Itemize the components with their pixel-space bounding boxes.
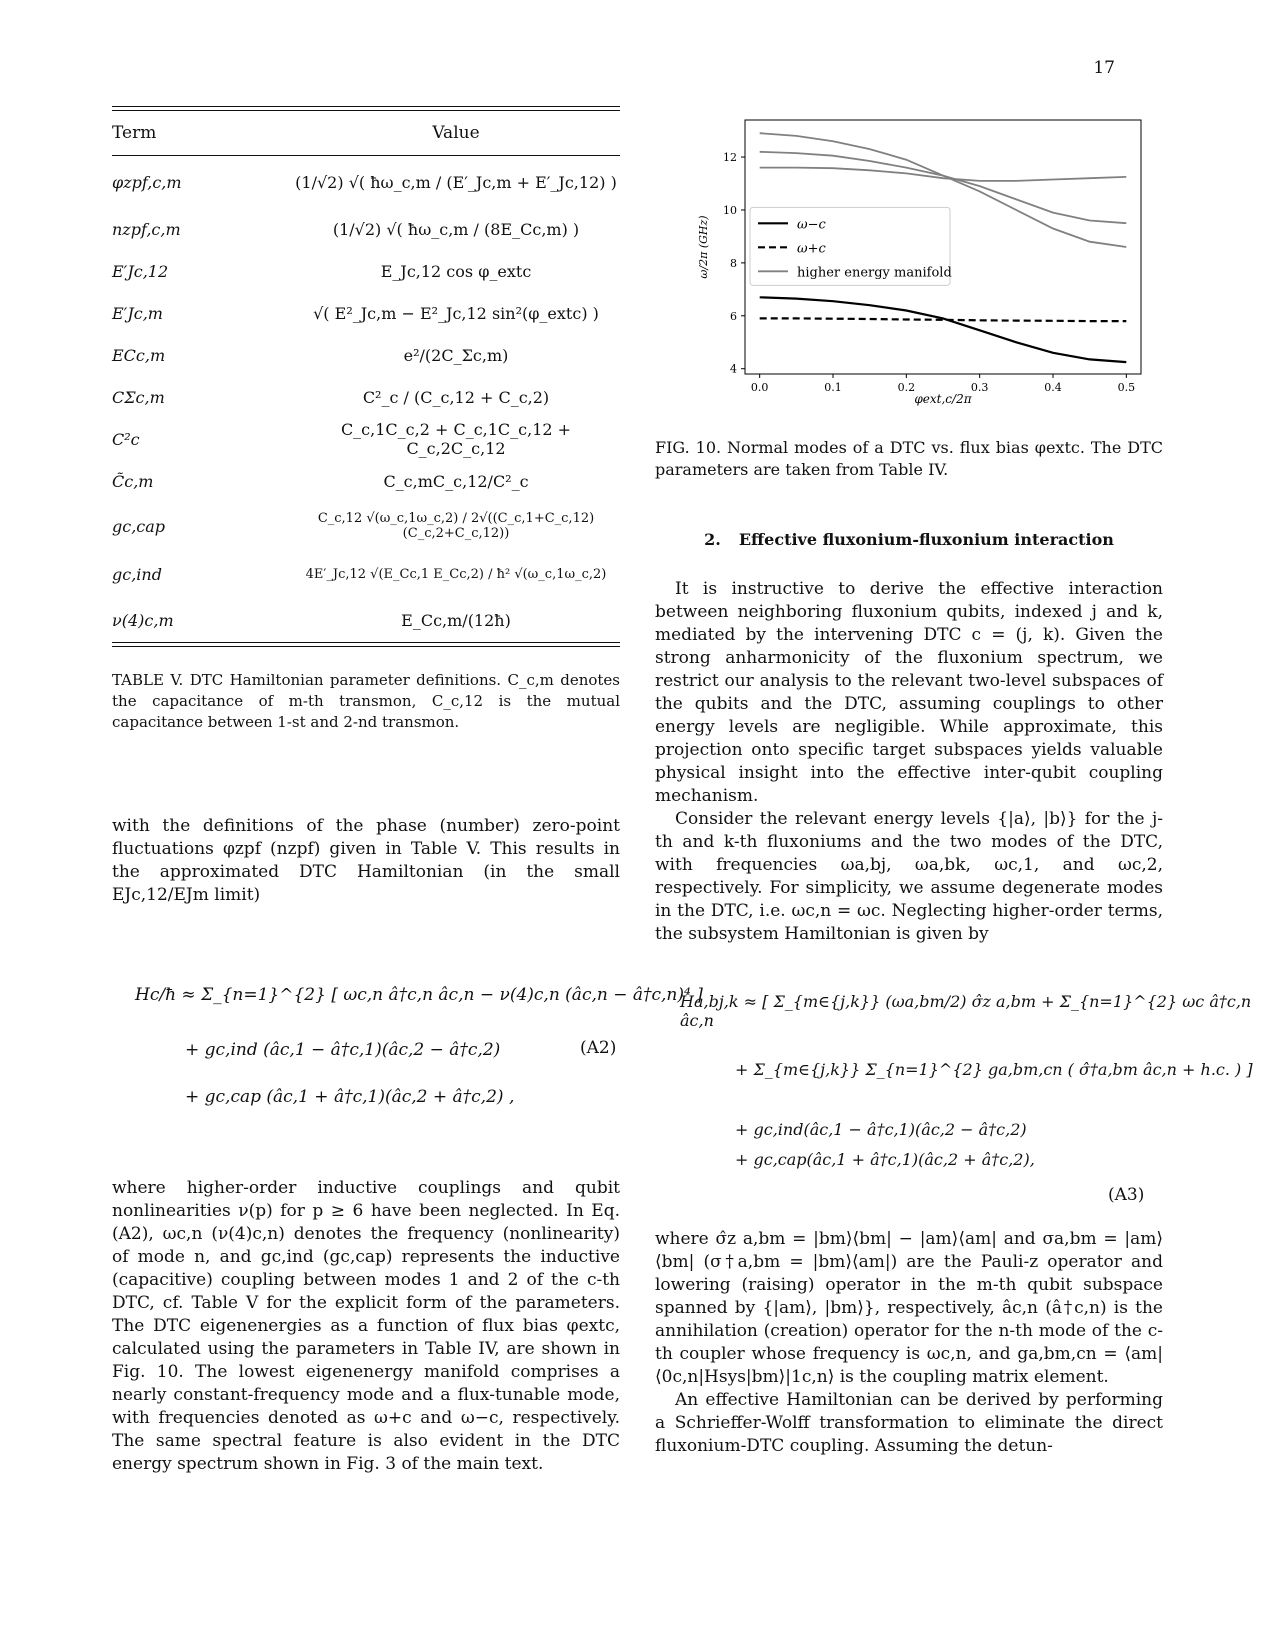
table-term: E′Jc,m [112,303,163,323]
table-caption: TABLE V. DTC Hamiltonian parameter definitions. C_c,m denotes the capacitance of m-th transmon, C_c,12 is the mutual capacitance between 1-st and 2-nd transmon. [112,671,620,731]
table-value: √( E²_Jc,m − E²_Jc,12 sin²(φ_extc) ) [313,303,599,323]
left-paragraph-1 [112,815,620,907]
y-tick-label: 6 [730,309,737,323]
series-line-0 [760,297,1127,362]
equation-a3-number: (A3) [1108,1185,1145,1205]
table-term: C²c [112,429,140,449]
figure-10-chart [685,105,1155,410]
table-term: CΣc,m [112,387,165,407]
table-value: (1/√2) √( ħω_c,m / (E′_Jc,m + E′_Jc,12) ) [295,172,617,192]
paragraph-text: with the definitions of the phase (number) zero-point fluctuations φzpf (nzpf) given in Table V. This results in the approximated DTC Hamiltonian (in the small EJc,12/EJm limit) [112,816,620,905]
left-paragraph-2 [112,1177,620,1476]
equation-a3-line1: Ha,bj,k ≈ [ Σ_{m∈{j,k}} (ωa,bm/2) σ̂z a,bm + Σ_{n=1}^{2} ωc â†c,n âc,n [680,992,1252,1030]
table-term: nzpf,c,m [112,219,181,239]
paragraph-text: where higher-order inductive couplings and qubit nonlinearities ν(p) for p ≥ 6 have been neglected. In Eq. (A2), ωc,n (ν(4)c,n) denotes the frequency (nonlinearity) of mode n, and gc,ind (gc,cap) represents the inductive (capacitive) coupling between modes 1 and 2 of the c-th DTC, cf. Table V for the explicit form of the parameters. The DTC eigenenergies as a function of flux bias φextc, calculated using the parameters in Table IV, are shown in Fig. 10. The lowest eigenenergy manifold comprises a nearly constant-frequency mode and a flux-tunable mode, with frequencies denoted as ω+c and ω−c, respectively. The same spectral feature is also evident in the DTC energy spectrum shown in Fig. 3 of the main text. [112,1178,620,1474]
equation-a3-line3: + gc,ind(âc,1 − â†c,1)(âc,2 − â†c,2) [735,1120,1027,1139]
y-tick-label: 4 [730,362,737,376]
table-value: E_Cc,m/(12ħ) [401,610,511,630]
table-row [112,550,620,598]
table-row [112,376,620,418]
x-tick-label: 0.2 [897,381,916,394]
table-term: φzpf,c,m [112,172,182,192]
x-tick-label: 0.5 [1117,381,1136,394]
equation-a2-line1: Hc/ħ ≈ Σ_{n=1}^{2} [ ωc,n â†c,n âc,n − ν(4)c,n (âc,n − â†c,n)⁴ ] [135,985,703,1005]
x-axis-label: φext,c/2π [914,392,972,406]
table-value: e²/(2C_Σc,m) [403,345,509,365]
section-title: Effective fluxonium-fluxonium interaction [738,530,1114,549]
page-number: 17 [1093,58,1115,78]
paragraph-text: It is instructive to derive the effective interaction between neighboring fluxonium qubits, indexed j and k, mediated by the intervening DTC c = (j, k). Given the strong anharmonicity of the fluxonium spectrum, we restrict our analysis to the relevant two-level subspaces of the qubits and the DTC, assuming couplings to other energy levels are negligible. While approximate, this projection onto specific target subspaces yields valuable physical insight into the effective inter-qubit coupling mechanism. [655,579,1163,806]
table-value: E_Jc,12 cos φ_extc [380,261,532,281]
table-value: C²_c / (C_c,12 + C_c,2) [362,387,550,407]
table-row [112,208,620,250]
y-axis-label: ω/2π (GHz) [697,215,710,279]
table-value: (1/√2) √( ħω_c,m / (8E_Cc,m) ) [332,219,580,239]
series-line-2 [760,168,1127,181]
y-tick-label: 10 [723,203,737,217]
section-heading [655,530,1163,549]
paragraph-text: where σ̂z a,bm = |bm⟩⟨bm| − |am⟩⟨am| and σa,bm = |am⟩⟨bm| (σ†a,bm = |bm⟩⟨am|) are the Pauli-z operator and lowering (raising) operator in the m-th qubit subspace spanned by {|am⟩, |bm⟩}, respectively, âc,n (â†c,n) is the annihilation (creation) operator for the n-th mode of the c-th coupler whose frequency is ωc,n, and ga,bm,cn = ⟨am|⟨0c,n|Hsys|bm⟩|1c,n⟩ is the coupling matrix element. [655,1229,1163,1387]
table-header-value: Value [432,123,480,143]
table-value: 4E′_Jc,12 √(E_Cc,1 E_Cc,2) / ħ² √(ω_c,1ω_c,2) [305,566,607,582]
table-term: C̃c,m [112,471,154,491]
table-row [112,292,620,334]
paragraph-text: An effective Hamiltonian can be derived by performing a Schrieffer-Wolff transformation to eliminate the direct fluxonium-DTC coupling. Assuming the detun- [655,1390,1163,1456]
section-number: 2. [704,530,721,549]
equation-a2-line2: + gc,ind (âc,1 − â†c,1)(âc,2 − â†c,2) [185,1040,501,1060]
table-header [112,111,620,156]
legend-label: ω−c [797,217,826,233]
table-value: C_c,12 √(ω_c,1ω_c,2) / 2√((C_c,1+C_c,12)(C_c,2+C_c,12)) [317,511,595,541]
equation-a2-number: (A2) [580,1038,617,1058]
table-row [112,418,620,460]
table-term: E′Jc,12 [112,261,169,281]
table-row [112,250,620,292]
right-paragraph-2 [655,1228,1163,1458]
table-row [112,156,620,208]
figure-caption: FIG. 10. Normal modes of a DTC vs. flux bias φextc. The DTC parameters are taken from Table IV. [655,438,1163,479]
table-row [112,334,620,376]
table-value: C_c,1C_c,2 + C_c,1C_c,12 + C_c,2C_c,12 [340,420,572,458]
y-tick-label: 12 [723,151,737,165]
table-row [112,502,620,550]
x-tick-label: 0.3 [970,381,989,394]
table-term: ECc,m [112,345,166,365]
x-tick-label: 0.0 [750,381,769,394]
paragraph-text: Consider the relevant energy levels {|a⟩, |b⟩} for the j-th and k-th fluxoniums and the two modes of the DTC, with frequencies ωa,bj, ωa,bk, ωc,1, and ωc,2, respectively. For simplicity, we assume degenerate modes in the DTC, i.e. ωc,n = ωc. Neglecting higher-order terms, the subsystem Hamiltonian is given by [655,809,1163,944]
table-term: gc,ind [112,564,162,584]
parameter-table [112,106,620,647]
table-value: C_c,mC_c,12/C²_c [383,471,529,491]
legend-label: ω+c [797,241,826,257]
right-paragraph-1 [655,578,1163,946]
equation-a2-line3: + gc,cap (âc,1 + â†c,1)(âc,2 + â†c,2) , [185,1087,515,1107]
table-bottom-rule [112,642,620,647]
table-term: ν(4)c,m [112,610,174,630]
x-tick-label: 0.1 [824,381,842,394]
y-tick-label: 8 [730,256,737,270]
table-header-term: Term [112,123,157,143]
legend-label: higher energy manifold [797,265,952,281]
equation-a3-line2: + Σ_{m∈{j,k}} Σ_{n=1}^{2} ga,bm,cn ( σ̂†a,bm âc,n + h.c. ) ] [735,1060,1253,1079]
x-tick-label: 0.4 [1044,381,1062,394]
table-term: gc,cap [112,516,166,536]
table-row [112,598,620,642]
equation-a3-line4: + gc,cap(âc,1 + â†c,1)(âc,2 + â†c,2), [735,1150,1035,1169]
table-row [112,460,620,502]
